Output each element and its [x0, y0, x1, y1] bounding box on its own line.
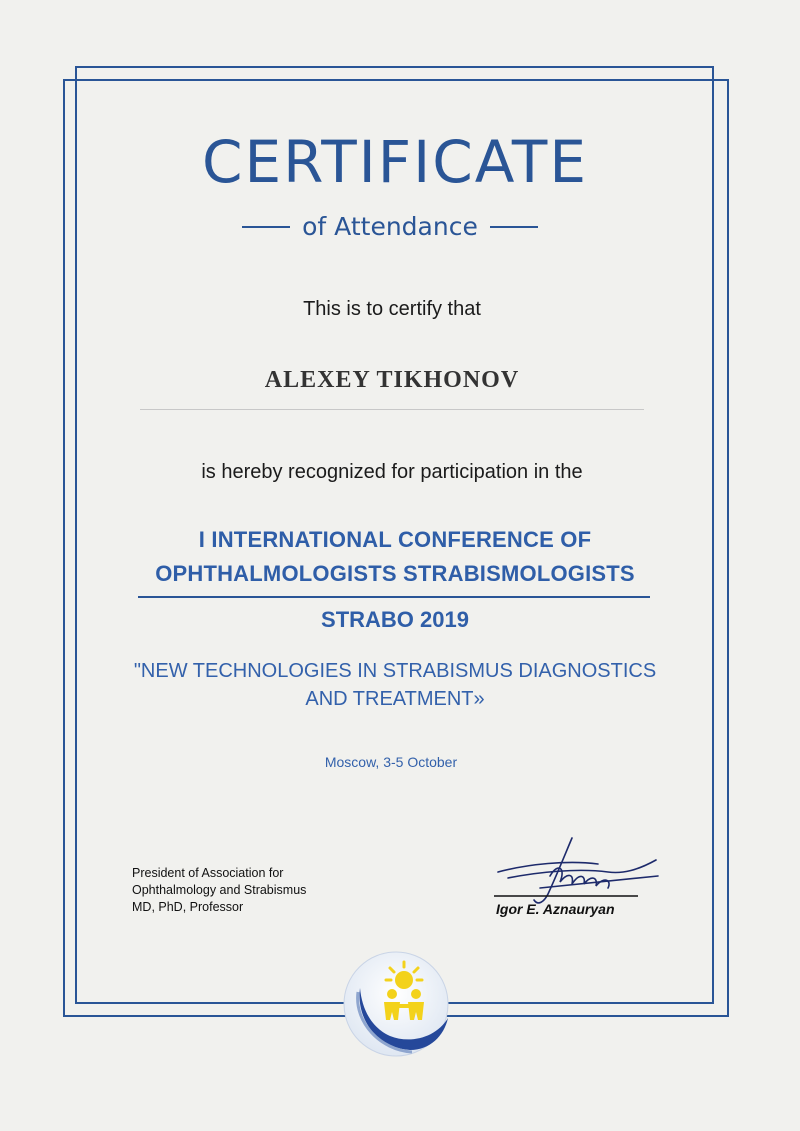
- conference-divider: [138, 596, 650, 598]
- recognition-statement: is hereby recognized for participation in the: [201, 461, 583, 483]
- location-date: Moscow, 3-5 October: [324, 754, 458, 770]
- handwritten-signature-icon: [488, 832, 663, 912]
- conference-title-line-1: I INTERNATIONAL CONFERENCE OF: [198, 527, 592, 552]
- conference-theme-line-2: AND TREATMENT»: [305, 688, 485, 710]
- conference-title-line-2: OPHTHALMOLOGISTS STRABISMOLOGISTS: [155, 561, 635, 586]
- certificate-subtitle: of Attendance: [302, 212, 478, 241]
- certificate-title: CERTIFICATE: [202, 128, 588, 196]
- position-line-2: Ophthalmology and Strabismus: [132, 883, 307, 897]
- subtitle-row: [228, 212, 552, 241]
- event-name: STRABO 2019: [321, 607, 469, 632]
- signatory-position: [132, 865, 306, 916]
- name-underline: [140, 409, 644, 410]
- right-divider: [490, 226, 538, 228]
- conference-theme-line-1: "NEW TECHNOLOGIES IN STRABISMUS DIAGNOSTICS: [133, 660, 657, 682]
- certify-statement: This is to certify that: [303, 298, 481, 320]
- position-line-3: MD, PhD, Professor: [132, 900, 244, 914]
- signatory-name: Igor E. Aznauryan: [496, 901, 615, 917]
- left-divider: [242, 226, 290, 228]
- position-line-1: President of Association for: [132, 866, 284, 880]
- association-emblem-icon: [340, 948, 452, 1060]
- recipient-name: ALEXEY TIKHONOV: [264, 367, 520, 393]
